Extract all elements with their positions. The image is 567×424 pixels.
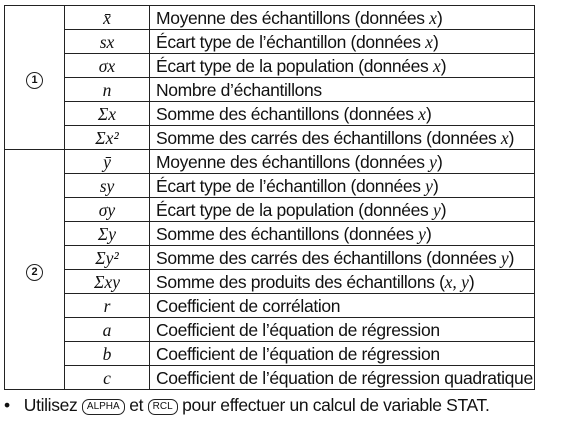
usage-note bbox=[4, 395, 489, 416]
symbol-cell: r bbox=[65, 294, 150, 318]
symbol-cell: Σx bbox=[65, 102, 150, 126]
description-text: Somme des échantillons (données bbox=[156, 223, 419, 244]
alpha-key-icon: ALPHA bbox=[82, 399, 125, 415]
table-row bbox=[5, 270, 535, 294]
symbol-cell: Σy² bbox=[65, 246, 150, 270]
table-row bbox=[5, 198, 535, 222]
symbol-cell: σx bbox=[65, 54, 150, 78]
symbol-cell: σy bbox=[65, 198, 150, 222]
description-text: Écart type de la population (données bbox=[156, 55, 433, 76]
description-text: Somme des carrés des échantillons (données bbox=[156, 127, 501, 148]
description-cell bbox=[150, 222, 535, 246]
description-cell bbox=[150, 342, 535, 366]
description-text: Somme des carrés des échantillons (données bbox=[156, 247, 501, 268]
description-text: Somme des produits des échantillons ( bbox=[156, 271, 445, 292]
description-variable: x bbox=[429, 7, 437, 28]
symbol-cell: sy bbox=[65, 174, 150, 198]
description-text: Moyenne des échantillons (données bbox=[156, 151, 430, 172]
description-text: Moyenne des échantillons (données bbox=[156, 7, 430, 28]
description-cell bbox=[150, 6, 535, 30]
table-row bbox=[5, 150, 535, 174]
description-text: Coefficient de corrélation bbox=[156, 295, 341, 316]
symbol-cell: Σxy bbox=[65, 270, 150, 294]
description-suffix: ) bbox=[436, 151, 443, 172]
table-row bbox=[5, 102, 535, 126]
description-variable: x, y bbox=[444, 271, 469, 292]
statistics-table-body bbox=[5, 6, 535, 390]
description-text: Coefficient de l’équation de régression bbox=[156, 343, 440, 364]
description-suffix: ) bbox=[432, 175, 439, 196]
description-suffix: ) bbox=[468, 271, 475, 292]
note-text-between: et bbox=[129, 395, 144, 415]
description-suffix: ) bbox=[425, 103, 432, 124]
table-row bbox=[5, 30, 535, 54]
description-cell bbox=[150, 294, 535, 318]
table-row bbox=[5, 6, 535, 30]
bullet: • bbox=[4, 395, 10, 415]
description-cell bbox=[150, 30, 535, 54]
symbol-cell: Σx² bbox=[65, 126, 150, 150]
symbol-cell: ȳ bbox=[65, 150, 150, 174]
circled-number-icon: 2 bbox=[26, 264, 43, 281]
description-text: Écart type de l’échantillon (données bbox=[156, 31, 426, 52]
description-variable: x bbox=[500, 127, 509, 148]
group-cell bbox=[5, 6, 65, 150]
table-row bbox=[5, 246, 535, 270]
description-suffix: ) bbox=[432, 31, 439, 52]
description-cell bbox=[150, 246, 535, 270]
table-row bbox=[5, 126, 535, 150]
description-suffix: ) bbox=[508, 247, 515, 268]
description-suffix: ) bbox=[436, 7, 443, 28]
description-text: Écart type de la population (données bbox=[156, 199, 433, 220]
description-cell bbox=[150, 198, 535, 222]
table-row bbox=[5, 54, 535, 78]
table-row bbox=[5, 318, 535, 342]
description-suffix: ) bbox=[440, 199, 447, 220]
description-variable: x bbox=[418, 103, 426, 124]
note-text-before: Utilisez bbox=[23, 395, 78, 415]
statistics-variable-table bbox=[4, 5, 535, 390]
description-cell bbox=[150, 318, 535, 342]
description-cell bbox=[150, 78, 535, 102]
description-suffix: ) bbox=[508, 127, 515, 148]
description-text: Écart type de l’échantillon (données bbox=[156, 175, 426, 196]
description-text: Nombre d’échantillons bbox=[156, 79, 322, 100]
rcl-key-icon: RCL bbox=[148, 399, 178, 415]
symbol-cell: sx bbox=[65, 30, 150, 54]
description-variable: x bbox=[425, 31, 433, 52]
description-text: Somme des échantillons (données bbox=[156, 103, 419, 124]
symbol-cell: c bbox=[65, 366, 150, 390]
description-cell bbox=[150, 126, 535, 150]
symbol-cell: n bbox=[65, 78, 150, 102]
symbol-cell: a bbox=[65, 318, 150, 342]
description-variable: y bbox=[425, 175, 433, 196]
description-text: Coefficient de l’équation de régression quadratique bbox=[156, 367, 533, 388]
description-suffix: ) bbox=[425, 223, 432, 244]
description-cell bbox=[150, 174, 535, 198]
description-variable: x bbox=[432, 55, 441, 76]
description-cell bbox=[150, 270, 535, 294]
table-row bbox=[5, 222, 535, 246]
description-cell bbox=[150, 150, 535, 174]
table-row bbox=[5, 342, 535, 366]
description-variable: y bbox=[432, 199, 441, 220]
description-variable: y bbox=[418, 223, 426, 244]
symbol-cell: b bbox=[65, 342, 150, 366]
description-cell bbox=[150, 366, 535, 390]
circled-number-icon: 1 bbox=[26, 72, 43, 89]
table-row bbox=[5, 366, 535, 390]
description-variable: y bbox=[429, 151, 437, 172]
description-cell bbox=[150, 54, 535, 78]
description-cell bbox=[150, 102, 535, 126]
group-cell bbox=[5, 150, 65, 390]
symbol-cell: x̄ bbox=[65, 6, 150, 30]
description-suffix: ) bbox=[440, 55, 447, 76]
table-row bbox=[5, 174, 535, 198]
table-row bbox=[5, 294, 535, 318]
description-text: Coefficient de l’équation de régression bbox=[156, 319, 440, 340]
table-row bbox=[5, 78, 535, 102]
symbol-cell: Σy bbox=[65, 222, 150, 246]
description-variable: y bbox=[500, 247, 509, 268]
note-text-after: pour effectuer un calcul de variable STAT. bbox=[182, 395, 490, 415]
